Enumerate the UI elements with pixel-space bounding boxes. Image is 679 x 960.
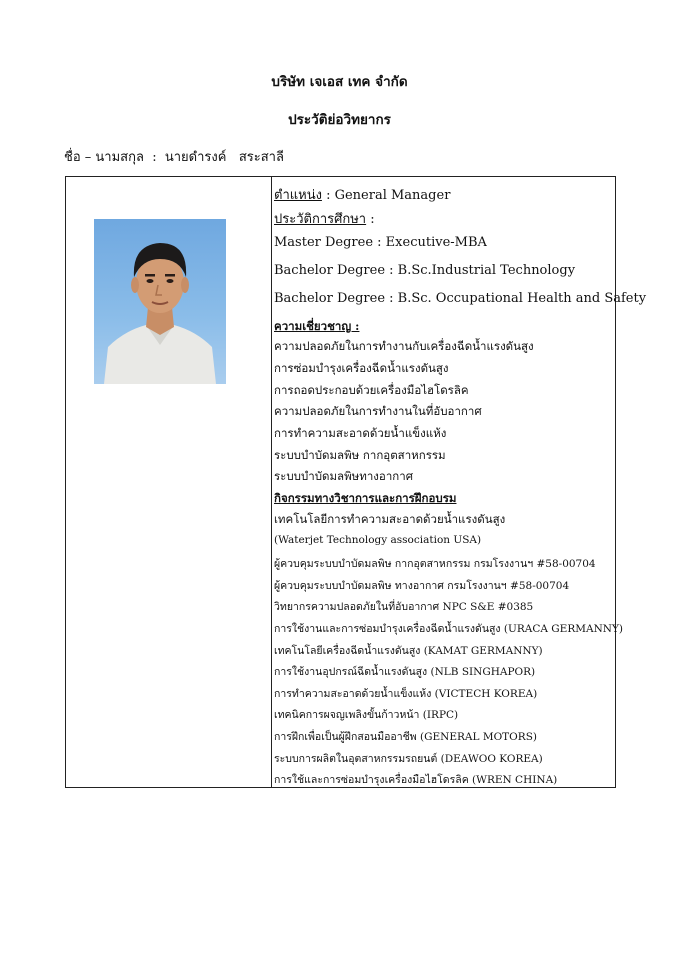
education-heading-line <box>274 208 375 229</box>
column-divider <box>271 177 272 787</box>
expertise-heading: ความเชี่ยวชาญ : <box>274 319 360 333</box>
person-portrait-icon <box>94 219 226 384</box>
activity-item: ระบบการผลิตในอุตสาหกรรมรถยนต์ (DEAWOO KOREA) <box>274 753 543 765</box>
expertise-item: ระบบบำบัดมลพิษ กากอุตสาหกรรม <box>274 448 446 462</box>
activity-item: (Waterjet Technology association USA) <box>274 534 482 546</box>
education-bachelor-ohs: Bachelor Degree : B.Sc. Occupational Health and Safety <box>274 291 647 306</box>
profile-table <box>65 176 647 788</box>
expertise-item: การซ่อมบำรุงเครื่องฉีดน้ำแรงดันสูง <box>274 361 449 375</box>
activity-item: วิทยากรความปลอดภัยในที่อับอากาศ NPC S&E #0385 <box>274 601 534 613</box>
education-heading-suffix: : <box>366 212 375 227</box>
activity-item: การใช้งานและการซ่อมบำรุงเครื่องฉีดน้ำแรงดันสูง (URACA GERMANNY) <box>274 623 623 635</box>
activity-item: การทำความสะอาดด้วยน้ำแข็งแห้ง (VICTECH KOREA) <box>274 688 538 700</box>
position-separator: : <box>321 188 335 203</box>
name-line <box>64 146 284 167</box>
position-line <box>274 184 450 205</box>
profile-photo <box>94 219 226 384</box>
company-name: บริษัท เจเอส เทค จำกัด <box>271 74 408 90</box>
expertise-item: ความปลอดภัยในการทำงานกับเครื่องฉีดน้ำแรงดันสูง <box>274 339 534 353</box>
education-master: Master Degree : Executive-MBA <box>274 235 487 250</box>
activity-item: การฝึกเพื่อเป็นผู้ฝึกสอนมืออาชีพ (GENERAL MOTORS) <box>274 731 537 743</box>
activity-item: การใช้งานอุปกรณ์ฉีดน้ำแรงดันสูง (NLB SINGHAPOR) <box>274 666 536 678</box>
name-value: นายดำรงค์ สระสาลี <box>164 150 284 165</box>
name-label: ชื่อ – นามสกุล : <box>64 150 157 165</box>
education-bachelor-industrial: Bachelor Degree : B.Sc.Industrial Technology <box>274 263 576 278</box>
activity-item: เทคโนโลยีการทำความสะอาดด้วยน้ำแรงดันสูง <box>274 512 506 526</box>
expertise-item: การทำความสะอาดด้วยน้ำแข็งแห้ง <box>274 426 447 440</box>
position-value: General Manager <box>334 188 451 203</box>
expertise-item: ระบบบำบัดมลพิษทางอากาศ <box>274 469 414 483</box>
position-label: ตำแหน่ง <box>274 188 322 203</box>
activity-item: เทคโนโลยีเครื่องฉีดน้ำแรงดันสูง (KAMAT GERMANNY) <box>274 645 543 657</box>
activity-item: ผู้ควบคุมระบบบำบัดมลพิษ กากอุตสาหกรรม กรมโรงงานฯ #58-00704 <box>274 558 596 570</box>
expertise-item: ความปลอดภัยในการทำงานในที่อับอากาศ <box>274 404 482 418</box>
activity-item: ผู้ควบคุมระบบบำบัดมลพิษ ทางอากาศ กรมโรงงานฯ #58-00704 <box>274 580 570 592</box>
expertise-item: การถอดประกอบด้วยเครื่องมือไฮโดรลิค <box>274 383 469 397</box>
education-heading: ประวัติการศึกษา <box>274 212 367 227</box>
activity-item: เทคนิคการผจญเพลิงขั้นก้าวหน้า (IRPC) <box>274 709 459 721</box>
activities-heading: กิจกรรมทางวิชาการและการฝึกอบรม <box>274 491 457 505</box>
activity-item: การใช้และการซ่อมบำรุงเครื่องมือไฮโดรลิค (WREN CHINA) <box>274 774 558 786</box>
document-title: ประวัติย่อวิทยากร <box>288 112 391 128</box>
